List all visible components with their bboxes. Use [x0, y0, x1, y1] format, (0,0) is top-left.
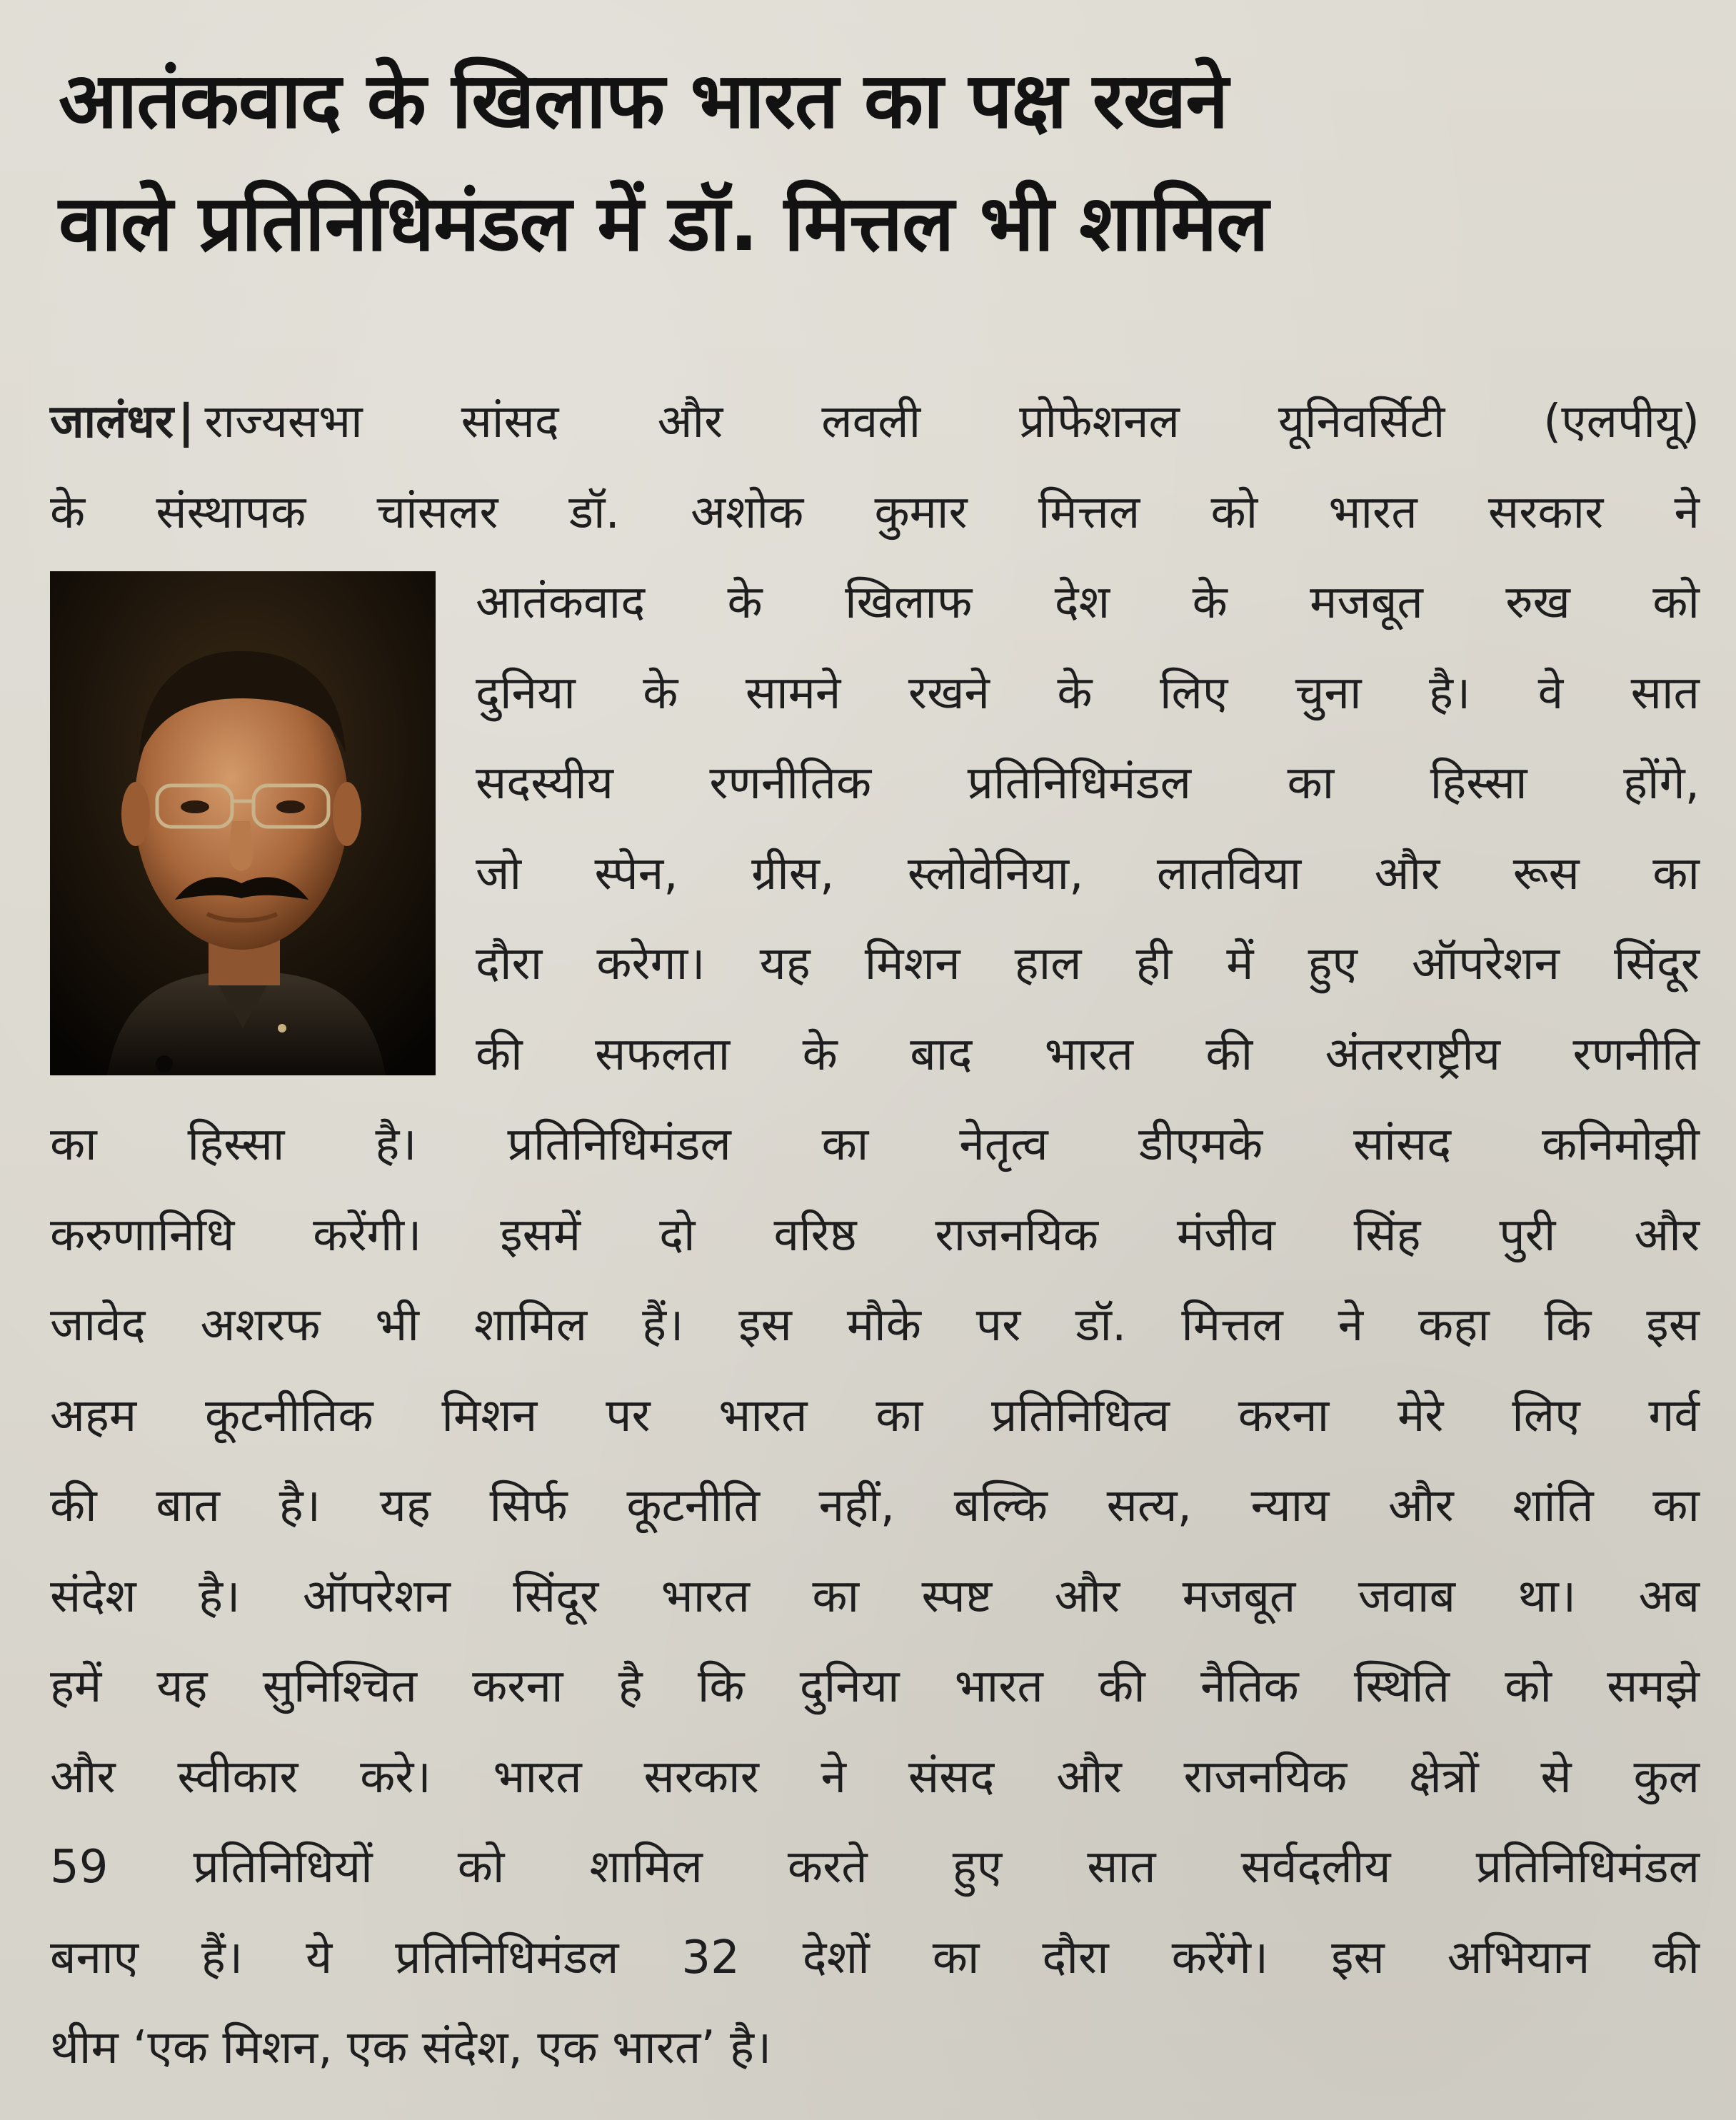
body-line-10: करुणानिधि करेंगी। इसमें दो वरिष्ठ राजनयिक मंजीव सिंह पुरी और [50, 1208, 1700, 1262]
body-line-14: संदेश है। ऑपरेशन सिंदूर भारत का स्पष्ट और मजबूत जवाब था। अब [50, 1569, 1700, 1623]
headline-line-2: वाले प्रतिनिधिमंडल में डॉ. मित्तल भी शामिल [59, 179, 1268, 268]
body-line-8: की सफलता के बाद भारत की अंतरराष्ट्रीय रणनीति [476, 1028, 1700, 1081]
body-line-11: जावेद अशरफ भी शामिल हैं। इस मौके पर डॉ. मित्तल ने कहा कि इस [50, 1299, 1700, 1352]
body-line-15: हमें यह सुनिश्चित करना है कि दुनिया भारत की नैतिक स्थिति को समझे [50, 1660, 1700, 1713]
article-body [50, 377, 1700, 2094]
body-line-6: जो स्पेन, ग्रीस, स्लोवेनिया, लातविया और रूस का [476, 847, 1700, 900]
body-line-17: 59 प्रतिनिधियों को शामिल करते हुए सात सर्वदलीय प्रतिनिधिमंडल [50, 1841, 1700, 1894]
body-line-1-text: राज्यसभा सांसद और लवली प्रोफेशनल यूनिवर्सिटी (एलपीयू) [204, 396, 1700, 448]
body-line-7: दौरा करेगा। यह मिशन हाल ही में हुए ऑपरेशन सिंदूर [476, 938, 1700, 990]
body-line-16: और स्वीकार करे। भारत सरकार ने संसद और राजनयिक क्षेत्रों से कुल [50, 1750, 1700, 1804]
body-line-18: बनाए हैं। ये प्रतिनिधिमंडल 32 देशों का दौरा करेंगे। इस अभियान की [50, 1931, 1700, 1984]
dateline-separator: | [178, 396, 195, 448]
headline [59, 40, 1687, 286]
body-line-3: आतंकवाद के खिलाफ देश के मजबूत रुख को [476, 576, 1700, 629]
body-line-9: का हिस्सा है। प्रतिनिधिमंडल का नेतृत्व डीएमके सांसद कनिमोझी [50, 1118, 1700, 1171]
body-line-4: दुनिया के सामने रखने के लिए चुना है। वे सात [476, 666, 1700, 720]
body-line-19: थीम ‘एक मिशन, एक संदेश, एक भारत’ है। [50, 2021, 772, 2074]
headline-line-1: आतंकवाद के खिलाफ भारत का पक्ष रखने [59, 56, 1228, 146]
body-line-5: सदस्यीय रणनीतिक प्रतिनिधिमंडल का हिस्सा होंगे, [476, 757, 1700, 810]
body-line-2: के संस्थापक चांसलर डॉ. अशोक कुमार मित्तल को भारत सरकार ने [50, 486, 1700, 539]
body-line-12: अहम कूटनीतिक मिशन पर भारत का प्रतिनिधित्व करना मेरे लिए गर्व [50, 1389, 1700, 1442]
body-line-1 [50, 377, 1700, 468]
dateline: जालंधर [50, 396, 174, 448]
body-line-13: की बात है। यह सिर्फ कूटनीति नहीं, बल्कि सत्य, न्याय और शांति का [50, 1480, 1700, 1532]
